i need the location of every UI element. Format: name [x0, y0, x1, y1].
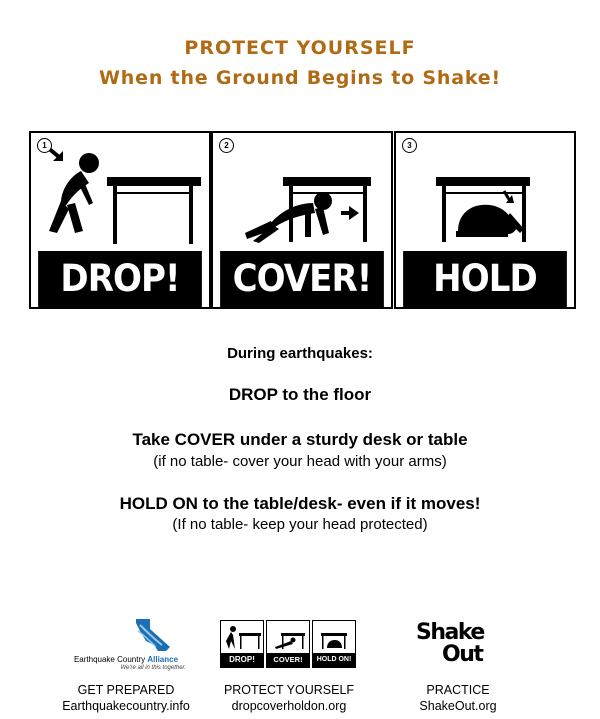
instruction-hold-note: (If no table- keep your head protected) [172, 516, 428, 533]
mini-hold-panel [312, 620, 356, 668]
mini-drop-icon [221, 621, 263, 651]
header-subtitle: When the Ground Begins to Shake! [99, 67, 501, 89]
mini-hold-label: HOLD ON! [313, 653, 355, 667]
mini-cover-icon [267, 621, 309, 651]
hold-panel [394, 131, 576, 356]
eca-logo [66, 617, 186, 673]
instructions-intro: During earthquakes: [227, 345, 373, 362]
eca-logo-tagline: We're all in this together. [120, 665, 186, 671]
shakeout-logo-line1: Shake [416, 620, 484, 645]
eca-logo-name: Earthquake Country [73, 655, 146, 664]
footer-heading-protect: PROTECT YOURSELF [223, 683, 355, 697]
hold-figure-icon [396, 133, 574, 251]
step-number-badge: 3 [402, 138, 417, 153]
mini-hold-icon [313, 621, 355, 651]
cover-figure-icon [213, 133, 391, 251]
mini-cover-label: COVER! [267, 653, 309, 667]
instruction-cover: Take COVER under a sturdy desk or table [132, 430, 468, 449]
mini-drop-label: DROP! [221, 653, 263, 667]
instruction-cover-note: (if no table- cover your head with your arms) [153, 453, 447, 470]
cover-panel [211, 131, 393, 309]
footer-link-prepared[interactable]: Earthquakecountry.info [62, 699, 190, 713]
dropcoverholdon-logo [220, 620, 358, 670]
shakeout-logo [412, 620, 498, 672]
footer-link-practice[interactable]: ShakeOut.org [419, 699, 497, 713]
hold-label: HOLD ON! [403, 251, 567, 307]
drop-panel [29, 131, 211, 309]
drop-figure-icon [31, 133, 209, 251]
shakeout-logo-line2: Out [442, 642, 483, 667]
header-title: PROTECT YOURSELF [184, 37, 416, 59]
instruction-drop: DROP to the floor [228, 385, 372, 404]
step-number-badge: 2 [219, 138, 234, 153]
mini-drop-panel [220, 620, 264, 668]
footer-heading-practice: PRACTICE [426, 683, 490, 697]
drop-label: DROP! [38, 251, 202, 307]
step-number-badge: 1 [37, 138, 52, 153]
mini-cover-panel [266, 620, 310, 668]
footer-link-protect[interactable]: dropcoverholdon.org [231, 699, 347, 713]
footer-heading-prepared: GET PREPARED [77, 683, 175, 697]
california-map-icon [66, 617, 186, 653]
cover-label: COVER! [220, 251, 384, 307]
instruction-hold: HOLD ON to the table/desk- even if it moves! [119, 494, 481, 513]
eca-logo-name-bold: Alliance [147, 655, 179, 664]
